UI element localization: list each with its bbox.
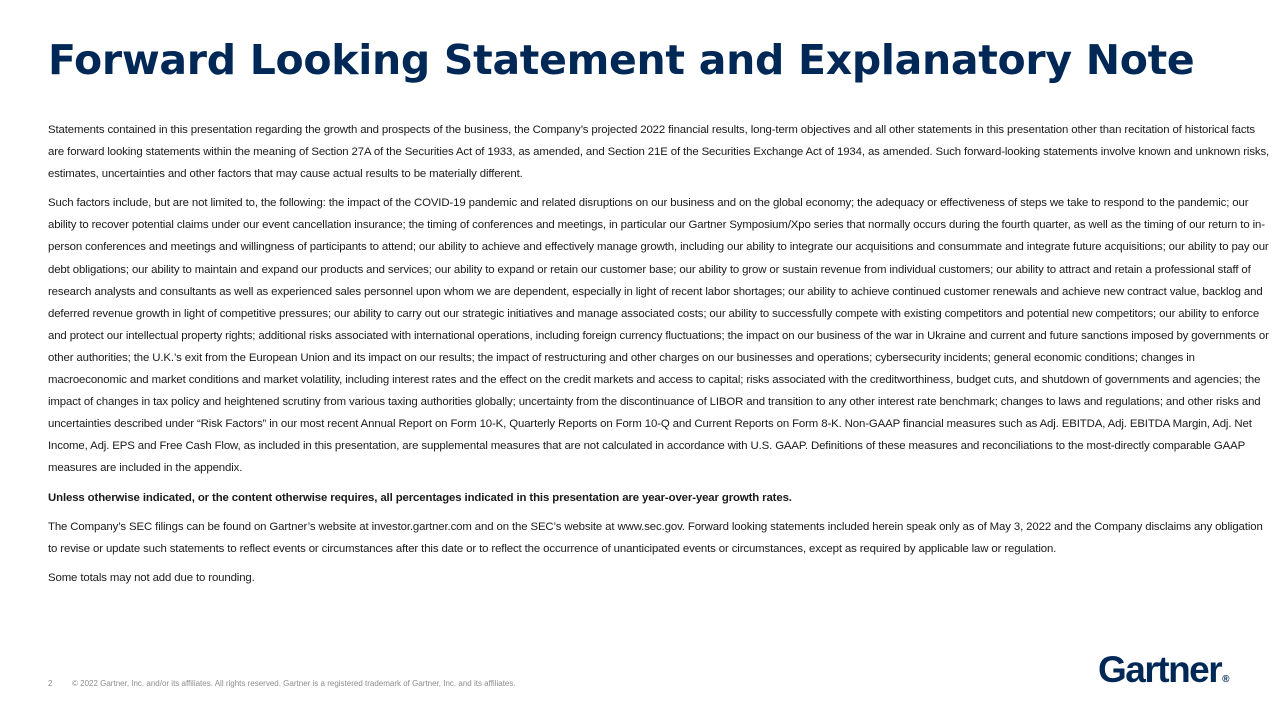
copyright-notice: © 2022 Gartner, Inc. and/or its affiliates. All rights reserved. Gartner is a registered trademark of Gartner, Inc. and its affiliates. — [72, 679, 516, 688]
paragraph-forward-looking: Statements contained in this presentation regarding the growth and prospects of the business, the Company’s projected 2022 financial results, long-term objectives and all other statements in this presentation other than recitation of historical facts are forward looking statements within the meaning of Section 27A of the Securities Act of 1933, as amended, and Section 21E of the Securities Exchange Act of 1934, as amended. Such forward-looking statements involve known and unknown risks, estimates, uncertainties and other factors that may cause actual results to be materially different. — [48, 124, 1270, 181]
page-title: Forward Looking Statement and Explanatory Note — [48, 36, 1195, 84]
paragraph-rounding-note: Some totals may not add due to rounding. — [48, 571, 255, 584]
gartner-logo — [1098, 650, 1230, 690]
paragraph-growth-rates-note: Unless otherwise indicated, or the content otherwise requires, all percentages indicated in this presentation are year-over-year growth rates. — [48, 491, 792, 504]
logo-wordmark: Gartner — [1098, 649, 1222, 690]
paragraph-sec-filings: The Company’s SEC filings can be found on Gartner’s website at investor.gartner.com and on the SEC’s website at www.sec.gov. Forward looking statements included herein speak only as of May 3, 2022 and the Company disclaims any obligation to revise or update such statements to reflect events or circumstances after this date or to reflect the occurrence of unanticipated events or circumstances, except as required by applicable law or regulation. — [48, 520, 1263, 555]
statement-body — [48, 119, 1272, 596]
registered-mark: ® — [1222, 674, 1230, 685]
page-number: 2 — [48, 679, 53, 688]
footer — [48, 677, 516, 691]
paragraph-risk-factors: Such factors include, but are not limited to, the following: the impact of the COVID-19 pandemic and related disruptions on our business and on the global economy; the adequacy or effectiveness of steps we take to respond to the pandemic; our ability to recover potential claims under our event cancellation insurance; the timing of conferences and meetings, in particular our Gartner Symposium/Xpo series that normally occurs during the fourth quarter, as well as the timing of our return to in-person conferences and meetings and willingness of participants to attend; our ability to achieve and effectively manage growth, including our ability to integrate our acquisitions and consummate and integrate future acquisitions; our ability to pay our debt obligations; our ability to maintain and expand our products and services; our ability to expand or retain our customer base; our ability to grow or sustain revenue from individual customers; our ability to attract and retain a professional staff of research analysts and consultants as well as experienced sales personnel upon whom we are dependent, especially in light of recent labor shortages; our ability to achieve continued customer renewals and achieve new contract value, backlog and deferred revenue growth in light of competitive pressures; our ability to carry out our strategic initiatives and manage associated costs; our ability to successfully compete with existing competitors and potential new competitors; our ability to enforce and protect our intellectual property rights; additional risks associated with international operations, including foreign currency fluctuations; the impact on our business of the war in Ukraine and current and future sanctions imposed by governments or other authorities; the U.K.’s exit from the European Union and its impact on our results; the impact of restructuring and other charges on our businesses and operations; cybersecurity incidents; general economic conditions; changes in macroeconomic and market conditions and market volatility, including interest rates and the effect on the credit markets and access to capital; risks associated with the creditworthiness, budget cuts, and shutdown of governments and agencies; the impact of changes in tax policy and heightened scrutiny from various taxing authorities globally; uncertainty from the discontinuance of LIBOR and transition to any other interest rate benchmark; changes to laws and regulations; and other risks and uncertainties described under “Risk Factors” in our most recent Annual Report on Form 10-K, Quarterly Reports on Form 10-Q and Current Reports on Form 8-K. Non-GAAP financial measures such as Adj. EBITDA, Adj. EBITDA Margin, Adj. Net Income, Adj. EPS and Free Cash Flow, as included in this presentation, are supplemental measures that are not calculated in accordance with U.S. GAAP. Definitions of these measures and reconciliations to the most-directly comparable GAAP measures are included in the appendix. — [48, 197, 1269, 475]
